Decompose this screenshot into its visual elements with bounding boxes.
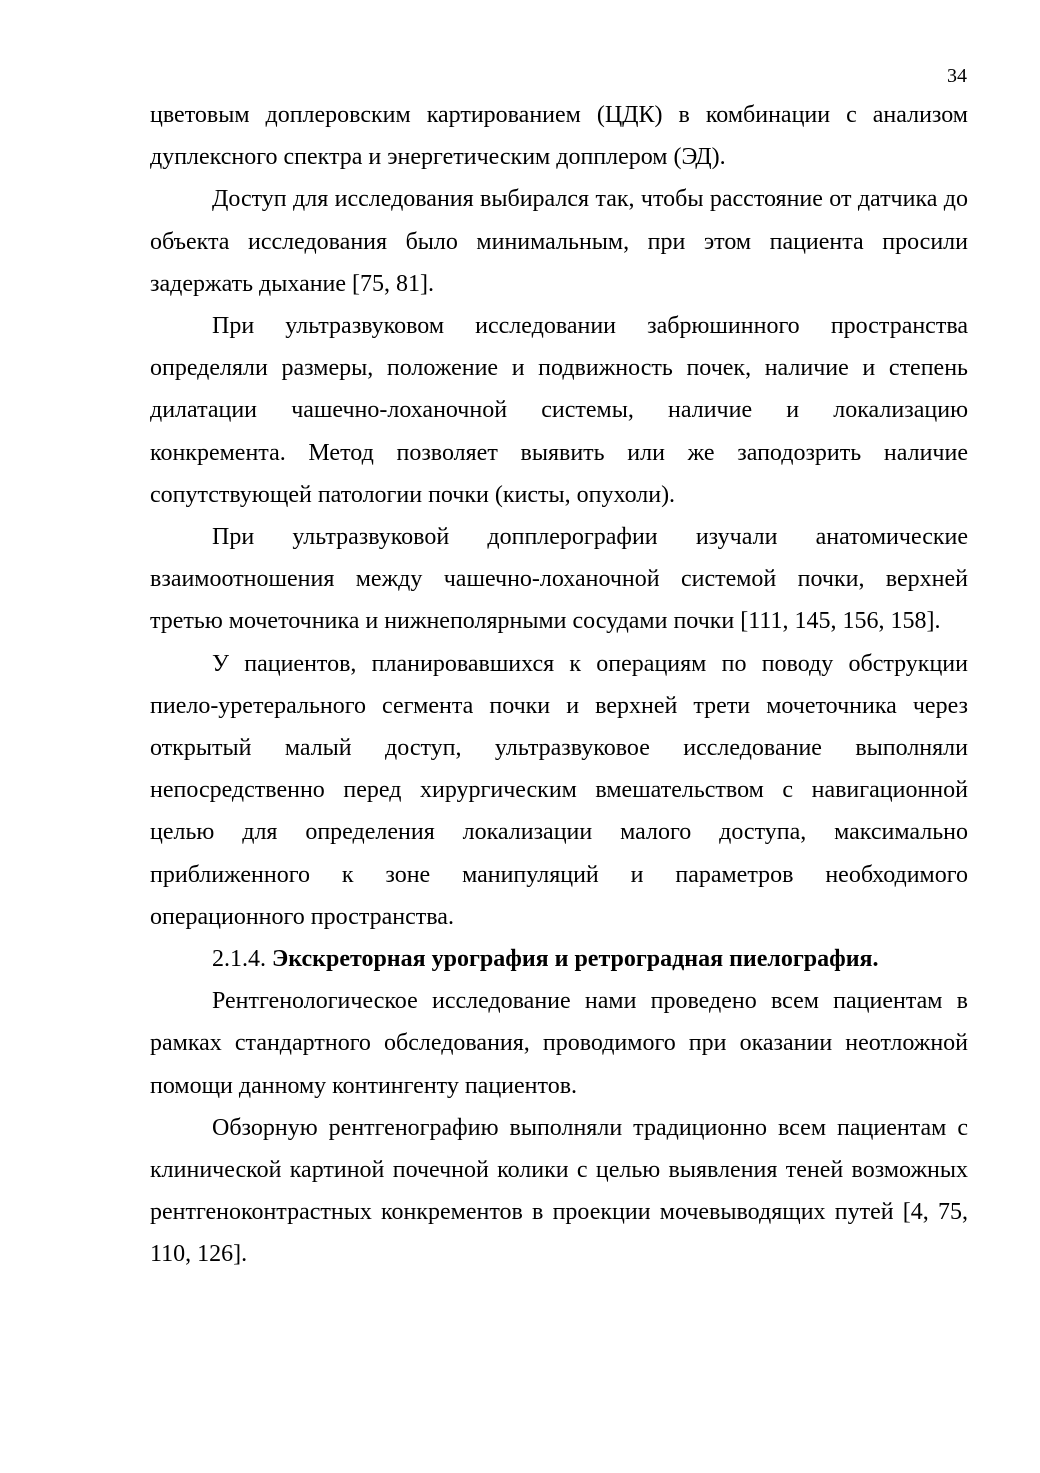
paragraph: Обзорную рентгенографию выполняли традиционно всем пациентам с клинической картиной почечной колики с целью выявления теней возможных рентгеноконтрастных конкрементов в проекции мочевыводящих путей [4, 75, 110, 126].	[150, 1114, 968, 1268]
section-heading	[150, 938, 968, 980]
document-body	[150, 94, 968, 1276]
paragraph: При ультразвуковом исследовании забрюшинного пространства определяли размеры, положение и подвижность почек, наличие и степень дилатации чашечно-лоханочной системы, наличие и локализацию конкремента. Метод позволяет выявить или же заподозрить наличие сопутствующей патологии почки (кисты, опухоли).	[150, 313, 968, 508]
section-title: Экскреторная урография и ретроградная пиелография.	[272, 946, 879, 973]
paragraph: У пациентов, планировавшихся к операциям по поводу обструкции пиело-уретерального сегмента почки и верхней трети мочеточника через открытый малый доступ, ультразвуковое исследование выполняли непосредственно перед хирургическим вмешательством с навигационной целью для определения локализации малого доступа, максимально приближенного к зоне манипуляций и параметров необходимого операционного пространства.	[150, 650, 968, 930]
page-number: 34	[947, 65, 967, 87]
paragraph-continuation: цветовым доплеровским картированием (ЦДК) в комбинации с анализом дуплексного спектра и энергетическим допплером (ЭД).	[150, 102, 968, 171]
paragraph: Рентгенологическое исследование нами проведено всем пациентам в рамках стандартного обследования, проводимого при оказании неотложной помощи данному контингенту пациентов.	[150, 988, 968, 1099]
paragraph: Доступ для исследования выбирался так, чтобы расстояние от датчика до объекта исследования было минимальным, при этом пациента просили задержать дыхание [75, 81].	[150, 186, 968, 297]
paragraph: При ультразвуковой допплерографии изучали анатомические взаимоотношения между чашечно-лоханочной системой почки, верхней третью мочеточника и нижнеполярными сосудами почки [111, 145, 156, 158].	[150, 524, 968, 635]
section-number: 2.1.4.	[212, 946, 266, 973]
